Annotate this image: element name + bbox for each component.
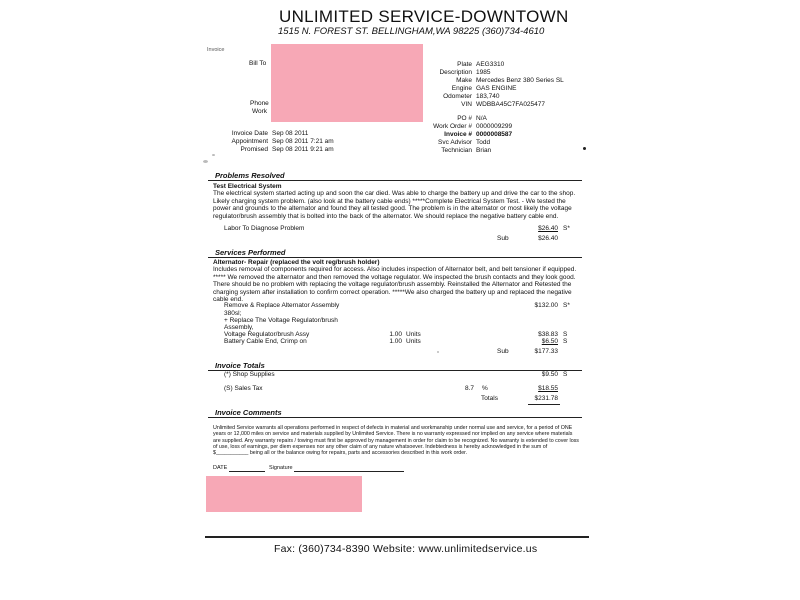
part-2-qty: 1.00 xyxy=(389,338,402,345)
redacted-customer-info xyxy=(271,44,423,122)
signature-label: Signature xyxy=(269,465,293,471)
scan-speck xyxy=(437,351,439,353)
shop-supplies-amount: $9.50 xyxy=(541,371,558,378)
sales-tax-percent: % xyxy=(482,385,488,392)
vehicle-odometer-value: 183,740 xyxy=(476,93,500,100)
service-line-1-detail-a: 380sl; xyxy=(224,310,242,317)
shop-supplies-label: (*) Shop Supplies xyxy=(224,371,275,378)
warranty-text: Unlimited Service warrants all operations performed in respect of defects in material and workmanship under normal use and service, for a period of ONE years or 12,000 miles on service and materials supplied by Unlimited Service. There is no warranty expressed nor implied on any service where materials are supplied. Any warranty repairs / towing must first be approved by management in order for claim to be recognized. No warranty is extended to cover loss of use, loss of earnings, per diem expenses nor any other claim of any nature whatsoever. Indebtedness is hereby acknowledged in the sum of $___________ being all or the balance owing for repairs, parts and accessories described in this work order. xyxy=(213,425,579,457)
work-order-value: 0000009299 xyxy=(476,123,513,130)
footer-contact: Fax: (360)734-8390 Website: www.unlimitedservice.us xyxy=(274,543,538,555)
part-2-unit: Units xyxy=(406,338,421,345)
po-label: PO # xyxy=(457,115,472,122)
footer-rule xyxy=(205,536,589,538)
promised-value: Sep 08 2011 9:21 am xyxy=(272,146,334,153)
part-1-desc: Voltage Regulator/brush Assy xyxy=(224,331,310,338)
bill-to-label: Bill To xyxy=(249,60,267,67)
invoice-number-value: 0000008587 xyxy=(476,131,513,138)
sales-tax-amount: $18.55 xyxy=(538,385,558,392)
invoice-date-label: Invoice Date xyxy=(231,130,268,137)
labor-line: Labor To Diagnose Problem xyxy=(224,225,305,232)
vehicle-vin-value: WDBBA45C7FA025477 xyxy=(476,101,546,108)
totals-amount: $231.78 xyxy=(534,395,558,402)
sales-tax-rate: 8.7 xyxy=(464,385,474,392)
company-address: 1515 N. FOREST ST. BELLINGHAM,WA 98225 (360)734-4610 xyxy=(278,26,545,37)
comments-heading: Invoice Comments xyxy=(215,408,282,417)
totals-label: Totals xyxy=(481,395,498,402)
vehicle-make-label: Make xyxy=(456,77,472,84)
services-description: Includes removal of components required for access. Also includes inspection of Alternator belt, and belt tensioner if equipped. ***** We removed the alternator and then removed the voltage regulator. We inspected the brush contacts and they look good. There should be no problem with replacing the voltage regulator/brush assembly. Reinstalled the Alternator and Retested the charging system after installation to confirm correct operation. *****We also charged the battery up and replaced the negative cable end. xyxy=(213,266,577,304)
technician-value: Brian xyxy=(476,147,492,154)
part-2-flag: S xyxy=(563,338,568,345)
vehicle-engine-label: Engine xyxy=(451,85,472,92)
scan-speck xyxy=(583,147,586,150)
totals-underline xyxy=(528,404,560,405)
labor-amount: $26.40 xyxy=(538,225,558,232)
problems-description: The electrical system started acting up and soon the car died. Was able to charge the battery up and drive the car to the shop. Likely charging system problem. (also look at the battery cable ends) *****Complete Electrical System Test. - We tested the power and grounds to the alternator and found they all tested good. The problem is in the alternator or most likely the voltage regulator/brush assembly that is bolted into the back of the alternator. We should replace the negative battery cable end. xyxy=(213,190,576,220)
service-line-1-flag: S* xyxy=(563,302,570,309)
vehicle-engine-value: GAS ENGINE xyxy=(476,85,517,92)
part-2-desc: Battery Cable End, Crimp on xyxy=(224,338,307,345)
comments-rule xyxy=(208,417,582,418)
vehicle-vin-label: VIN xyxy=(461,101,472,108)
totals-heading: Invoice Totals xyxy=(215,361,265,370)
company-name: UNLIMITED SERVICE-DOWNTOWN xyxy=(279,7,569,26)
shop-supplies-flag: S xyxy=(563,371,568,378)
appointment-value: Sep 08 2011 7:21 am xyxy=(272,138,334,145)
phone-label: Phone xyxy=(250,100,269,107)
po-value: N/A xyxy=(476,115,487,122)
labor-flag: S* xyxy=(563,225,570,232)
date-label: DATE xyxy=(213,465,228,471)
technician-label: Technician xyxy=(441,147,472,154)
signature-line xyxy=(294,471,404,472)
services-sub-amount: $177.33 xyxy=(534,348,558,355)
part-1-flag: S xyxy=(563,331,568,338)
problems-heading: Problems Resolved xyxy=(215,171,285,180)
promised-label: Promised xyxy=(240,146,268,153)
service-line-1-amount: $132.00 xyxy=(534,302,558,309)
part-1-amount: $38.83 xyxy=(538,331,558,338)
document-label: Invoice xyxy=(207,47,225,53)
part-1-unit: Units xyxy=(406,331,421,338)
vehicle-odometer-label: Odometer xyxy=(443,93,472,100)
service-advisor-value: Todd xyxy=(476,139,491,146)
work-order-label: Work Order # xyxy=(433,123,472,130)
service-line-1-detail-b: + Replace The Voltage Regulator/brush xyxy=(224,317,338,324)
problems-rule xyxy=(208,180,582,181)
services-sub-label: Sub xyxy=(497,348,509,355)
service-advisor-label: Svc Advisor xyxy=(438,139,472,146)
scan-speck xyxy=(203,160,208,163)
part-2-amount: $6.50 xyxy=(541,338,558,345)
sales-tax-label: (S) Sales Tax xyxy=(224,385,263,392)
vehicle-description-value: 1985 xyxy=(476,69,491,76)
appointment-label: Appointment xyxy=(231,138,268,145)
services-title: Alternator- Repair (replaced the volt reg/brush holder) xyxy=(213,259,380,266)
work-label: Work xyxy=(252,108,268,115)
vehicle-plate-value: AEG3310 xyxy=(476,61,505,68)
vehicle-description-label: Description xyxy=(439,69,472,76)
service-line-1-detail-c: Assembly, xyxy=(224,324,254,331)
vehicle-make-value: Mercedes Benz 380 Series SL xyxy=(476,77,564,84)
problems-sub-amount: $26.40 xyxy=(538,235,558,242)
invoice-number-label: Invoice # xyxy=(444,131,472,138)
problems-sub-label: Sub xyxy=(497,235,509,242)
invoice-date-value: Sep 08 2011 xyxy=(272,130,309,137)
part-1-qty: 1.00 xyxy=(389,331,402,338)
service-line-1: Remove & Replace Alternator Assembly xyxy=(224,302,340,309)
redacted-signature xyxy=(206,476,362,512)
date-line xyxy=(229,471,265,472)
scan-speck xyxy=(212,154,215,156)
services-heading: Services Performed xyxy=(215,248,286,257)
services-rule xyxy=(208,257,582,258)
problems-title: Test Electrical System xyxy=(213,183,282,190)
vehicle-plate-label: Plate xyxy=(457,61,472,68)
